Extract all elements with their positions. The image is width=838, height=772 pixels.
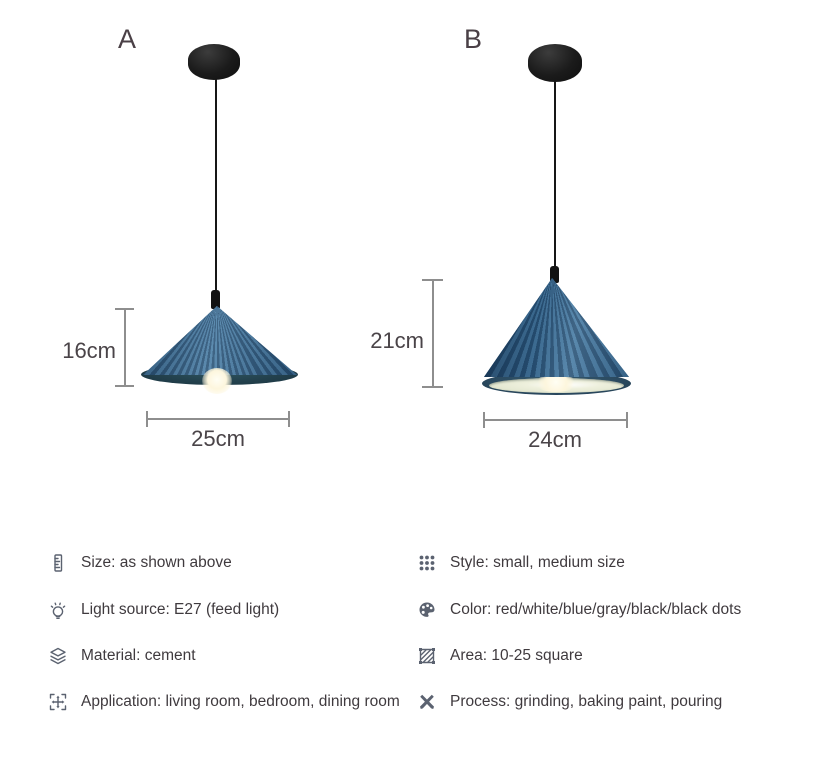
dim-a-height-line <box>124 308 126 386</box>
dim-a-height-label: 16cm <box>62 338 116 363</box>
move-icon <box>48 692 68 712</box>
dim-b-height-line <box>432 279 434 387</box>
spec-row-process <box>417 690 722 714</box>
spec-row-application <box>48 690 400 714</box>
spec-row-size <box>48 551 232 575</box>
spec-size-text: Size: as shown above <box>81 554 232 571</box>
dim-a-height-tick-top <box>115 308 134 310</box>
dots-grid-icon <box>417 553 437 573</box>
spec-area-text: Area: 10-25 square <box>450 647 583 664</box>
dim-b-height-tick-top <box>422 279 443 281</box>
variant-a-label: A <box>118 24 137 54</box>
spec-light-source-text: Light source: E27 (feed light) <box>81 601 280 618</box>
spec-application-text: Application: living room, bedroom, dining room <box>81 693 400 710</box>
dim-a-width-label: 25cm <box>191 426 245 451</box>
spec-style-text: Style: small, medium size <box>450 554 625 571</box>
dim-a-height-tick-bottom <box>115 385 134 387</box>
spec-row-color <box>417 598 741 622</box>
lamp-b-cord <box>554 80 556 270</box>
lamp-a-cord <box>215 78 217 294</box>
dim-a-width-tick-left <box>146 411 148 427</box>
lamp-a-ceiling-canopy <box>188 44 240 80</box>
lamp-a-socket <box>211 290 220 309</box>
lamp-b-ceiling-canopy <box>528 44 582 82</box>
area-icon <box>417 646 437 666</box>
dim-b-width-tick-right <box>626 412 628 428</box>
lamp-b-shade <box>484 278 629 377</box>
dim-b-width-label: 24cm <box>528 427 582 452</box>
process-tools-icon <box>417 692 437 712</box>
palette-icon <box>417 600 437 620</box>
layers-icon <box>48 646 68 666</box>
dim-a-width-tick-right <box>288 411 290 427</box>
spec-row-light-source <box>48 598 279 622</box>
ruler-icon <box>48 553 68 573</box>
dim-b-height-tick-bottom <box>422 386 443 388</box>
lamp-a-shade <box>143 306 297 375</box>
spec-row-style <box>417 551 625 575</box>
spec-row-material <box>48 644 196 668</box>
spec-material-text: Material: cement <box>81 647 196 664</box>
dim-b-height-label: 21cm <box>370 328 424 353</box>
dim-b-width-line <box>483 419 627 421</box>
dim-a-width-line <box>146 418 289 420</box>
spec-row-area <box>417 644 583 668</box>
spec-color-text: Color: red/white/blue/gray/black/black dots <box>450 601 742 618</box>
spec-process-text: Process: grinding, baking paint, pouring <box>450 693 723 710</box>
lamp-a-bulb <box>202 368 232 394</box>
bulb-icon <box>48 600 68 620</box>
dim-b-width-tick-left <box>483 412 485 428</box>
variant-b-label: B <box>464 24 483 54</box>
